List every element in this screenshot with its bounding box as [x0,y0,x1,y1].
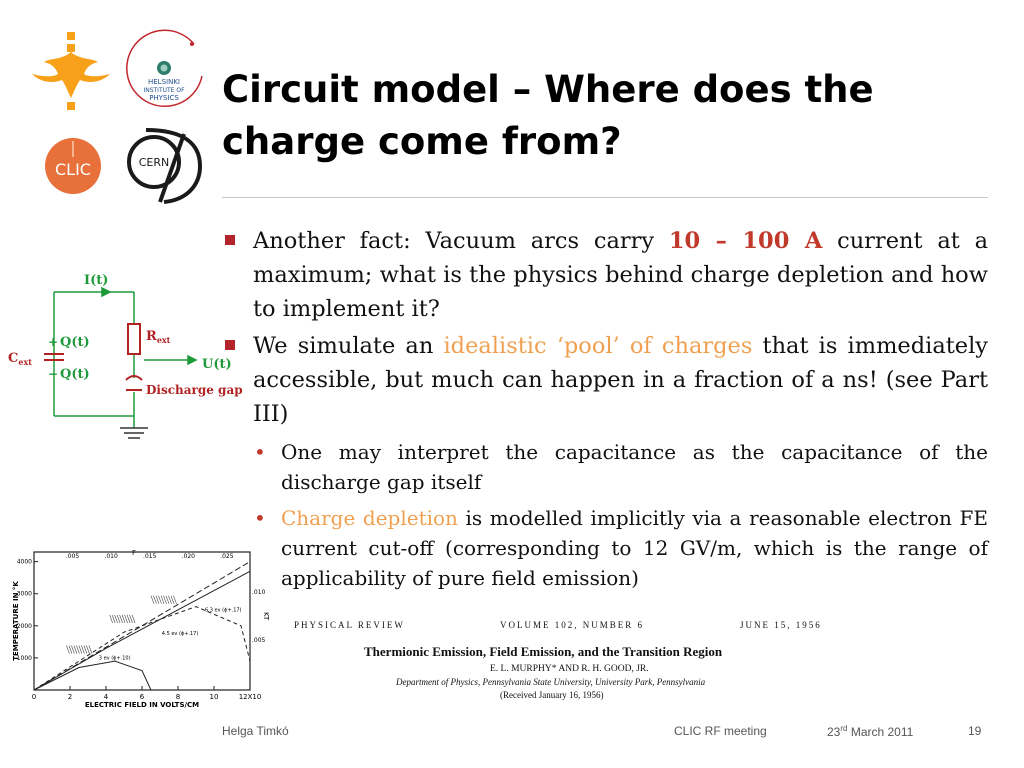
voltage-label: U(t) [202,357,232,372]
hatch-mark [174,596,177,604]
hatch-mark [115,615,118,623]
footer-page-number: 19 [968,724,982,738]
bullet-2-emphasis: idealistic ‘pool’ of charges [443,333,753,359]
x-tick-label: 2 [67,693,73,701]
hatch-mark [169,596,172,604]
bullet-2-text: We simulate an [253,333,444,359]
svg-text:Rext [146,329,171,345]
top-tick-label: .005 [65,553,80,560]
x-tick-label: 0 [31,693,37,701]
bullet-1-text: Another fact: Vacuum arcs carry [253,228,669,254]
hatch-mark [112,615,115,623]
footer-author: Helga Timkó [222,724,289,738]
hatch-mark [132,615,135,623]
chart-annotation: 3 ev (ϕ+.10) [98,655,131,662]
res-sub: ext [156,335,171,345]
clic-logo-text: CLIC [55,160,91,179]
hatch-mark [159,596,162,604]
hatch-mark [74,645,77,653]
hatch-mark [79,645,82,653]
hatch-mark [117,615,120,623]
series-line [34,571,250,690]
paper-volume: VOLUME 102, NUMBER 6 [500,620,645,630]
hatch-mark [127,615,130,623]
series-line [34,607,250,690]
circuit-diagram [8,268,244,446]
footer-meeting: CLIC RF meeting [674,724,767,738]
bullet-1 [222,224,988,326]
hip-logo-line1: HELSINKI [148,78,180,86]
university-flame-logo [22,30,122,114]
hatch-mark [156,596,159,604]
paper-authors: E. L. MURPHY* AND R. H. GOOD, JR. [490,664,649,674]
charge-pos-label: Q(t) [60,335,90,350]
bullet-1-text-end: current at a maximum; what is the physics behind charge depletion and how to implement it? [253,228,988,322]
hatch-mark [81,645,84,653]
footer-date-suffix: rd [840,724,848,733]
series-line [34,661,151,690]
field-emission-chart [8,546,270,709]
subbullet-2-emphasis: Charge depletion [281,506,458,530]
hatch-mark [110,615,113,623]
y-tick-label: 2000 [16,622,32,630]
hatch-mark [76,645,79,653]
cern-logo [124,126,206,206]
gap-label: Discharge gap [146,383,243,397]
res-label: R [146,329,157,344]
right-tick-label: .005 [252,637,266,644]
dot-bullet-icon: • [254,440,266,464]
hatch-mark [84,645,87,653]
footer-date [827,724,913,739]
bullet-2 [222,329,988,431]
cap-label: C [8,351,19,366]
slide-title: Circuit model – Where does the charge come from? [222,68,874,163]
paper-header [294,620,834,704]
hatch-mark [122,615,125,623]
right-tick-label: .010 [252,589,266,596]
hatch-mark [171,596,174,604]
y-tick-label: 1000 [16,654,32,662]
hip-logo-line2: INSTITUTE OF [143,87,185,94]
paper-date: JUNE 15, 1956 [740,620,822,630]
minus-sign: − [48,367,59,381]
clic-logo [44,137,102,195]
current-label: I(t) [84,273,109,288]
charge-neg-label: Q(t) [60,367,90,382]
x-axis-label: ELECTRIC FIELD IN VOLTS/CM [84,701,200,709]
footer-date-month-year: March 2011 [847,725,914,739]
hatch-mark [66,645,69,653]
paper-received: (Received January 16, 1956) [500,690,604,700]
x-tick-label: 4 [103,693,109,701]
top-tick-label: .020 [181,553,195,560]
hatch-mark [89,645,92,653]
hip-logo-line3: PHYSICS [149,94,179,102]
hatch-mark [130,615,133,623]
plus-sign: + [48,335,59,349]
top-axis-label: F [132,549,137,557]
hatch-mark [151,596,154,604]
slide-body [222,224,988,599]
hatch-mark [71,645,74,653]
footer-date-day: 23 [827,725,841,739]
subbullet-1 [222,437,988,497]
top-tick-label: .025 [220,553,234,560]
subbullet-2-text: is modelled implicitly via a reasonable electron FE current cut-off (corresponding to 12 GV/m, which is the range of applicability of pure field emission) [281,506,988,590]
top-tick-label: .010 [104,553,118,560]
chart-annotation: 6.3 ev (ϕ+.17) [205,607,242,614]
y-tick-label: 3000 [16,590,32,598]
y-tick-label: 4000 [16,558,32,566]
square-bullet-icon [225,235,235,245]
hatch-mark [161,596,164,604]
paper-title: Thermionic Emission, Field Emission, and the Transition Region [364,644,723,659]
hatch-mark [86,645,89,653]
svg-text:Cext [8,351,32,367]
hip-logo [124,32,208,116]
bullet-2-text-end: that is immediately accessible, but much can happen in a fraction of a ns! (see Part III) [253,333,988,427]
x-tick-label: 8 [175,693,181,701]
hatch-mark [154,596,157,604]
hatch-mark [125,615,128,623]
bullet-1-emphasis: 10 – 100 A [668,228,823,254]
subbullet-2 [222,503,988,593]
hatch-mark [69,645,72,653]
dot-bullet-icon: • [254,506,266,530]
x-tick-label: 6 [139,693,145,701]
x-tick-label: 10 [209,693,219,701]
y-axis-label: TEMPERATURE IN °K [12,581,20,661]
paper-journal: PHYSICAL REVIEW [294,620,405,630]
cern-logo-text: CERN [138,156,170,169]
hatch-mark [166,596,169,604]
top-tick-label: .015 [143,553,157,560]
subbullet-1-text: One may interpret the capacitance as the capacitance of the discharge gap itself [281,440,988,494]
x-tick-label: 12X10 [238,693,262,701]
cap-sub: ext [18,357,32,367]
chart-annotation: 4.5 ev (ϕ+.17) [161,630,199,637]
right-axis-label: KT [262,612,270,621]
hatch-mark [120,615,123,623]
hatch-mark [164,596,167,604]
title-divider [222,197,988,198]
paper-affiliation: Department of Physics, Pennsylvania State University, University Park, Pennsylvania [396,677,706,687]
